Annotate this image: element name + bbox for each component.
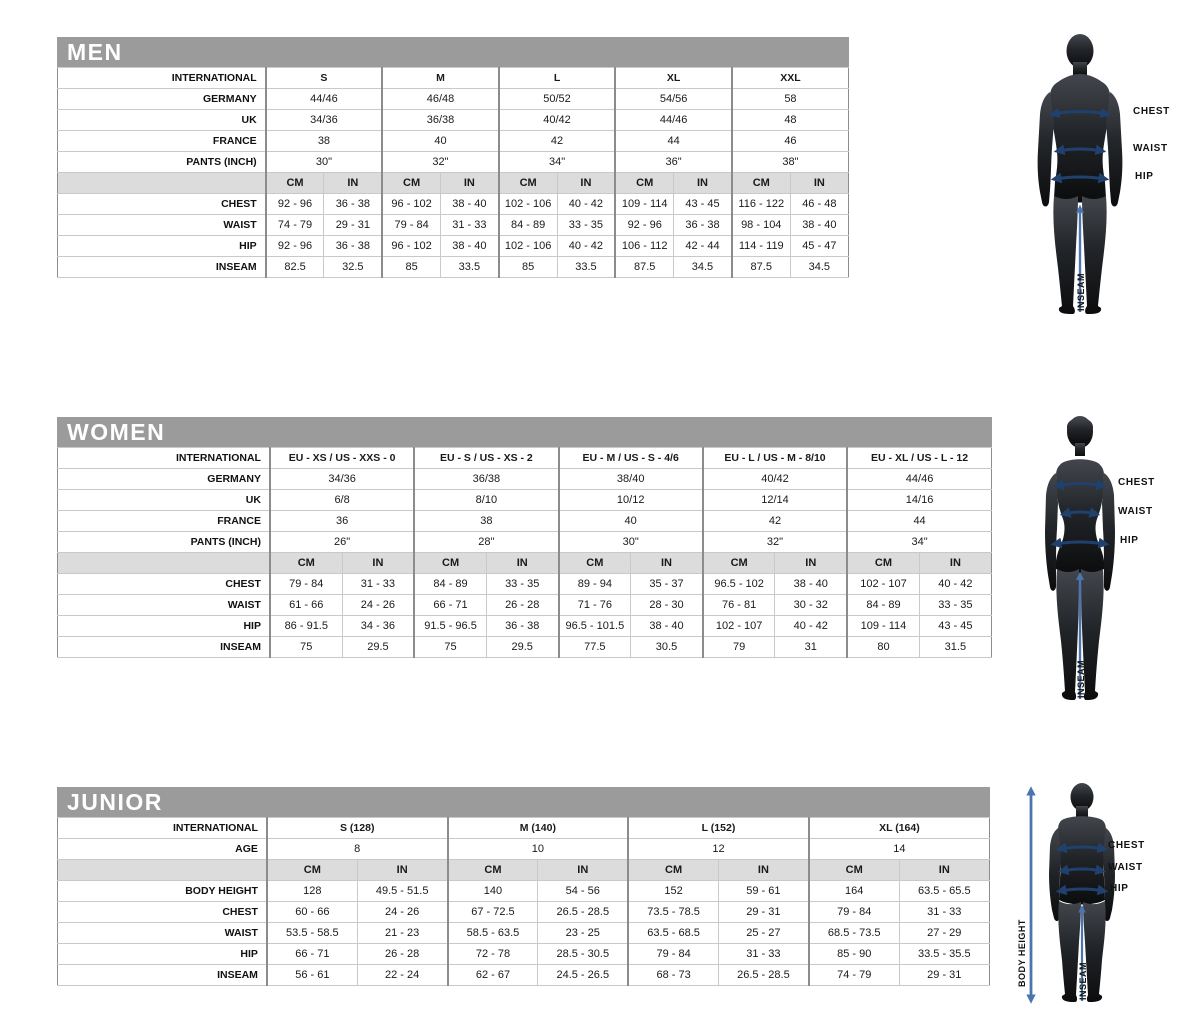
male-silhouette	[1030, 30, 1130, 320]
measure-value-cell: 30.5	[631, 637, 703, 658]
measure-value-cell: 60 - 66	[267, 902, 357, 923]
size-group-value: 38	[266, 131, 383, 152]
measure-value-cell: 31.5	[919, 637, 991, 658]
women-table-title: WOMEN	[57, 417, 992, 447]
measure-value-cell: 31 - 33	[342, 574, 414, 595]
measure-value-cell: 84 - 89	[414, 574, 486, 595]
info-row	[58, 490, 992, 511]
unit-header-cell: IN	[790, 173, 848, 194]
row-label: PANTS (INCH)	[58, 152, 266, 173]
size-group-value: 6/8	[270, 490, 414, 511]
unit-header-cell: CM	[382, 173, 440, 194]
size-group-value: EU - S / US - XS - 2	[414, 448, 558, 469]
measure-value-cell: 96.5 - 102	[703, 574, 775, 595]
measure-row	[58, 215, 849, 236]
unit-header-cell: CM	[703, 553, 775, 574]
measure-value-cell: 87.5	[615, 257, 673, 278]
size-group-value: 36	[270, 511, 414, 532]
size-group-value: 42	[703, 511, 847, 532]
measure-value-cell: 128	[267, 881, 357, 902]
info-row	[58, 511, 992, 532]
junior-chest-label: CHEST	[1108, 840, 1145, 851]
row-label: AGE	[58, 839, 267, 860]
inseam-rotated-label: INSEAM	[1076, 272, 1086, 311]
measure-value-cell: 46 - 48	[790, 194, 848, 215]
measure-value-cell: 66 - 71	[414, 595, 486, 616]
size-group-value: 38	[414, 511, 558, 532]
measure-value-cell: 29 - 31	[899, 965, 989, 986]
measure-row	[58, 923, 990, 944]
measure-value-cell: 36 - 38	[324, 236, 382, 257]
measure-value-cell: 30 - 32	[775, 595, 847, 616]
unit-row	[58, 173, 849, 194]
unit-header-cell: IN	[538, 860, 628, 881]
row-label: INSEAM	[58, 257, 266, 278]
junior-table-title: JUNIOR	[57, 787, 990, 817]
unit-header-cell: CM	[267, 860, 357, 881]
row-label: WAIST	[58, 215, 266, 236]
measure-value-cell: 28 - 30	[631, 595, 703, 616]
size-group-value: M	[382, 68, 499, 89]
unit-header-cell: CM	[414, 553, 486, 574]
measure-value-cell: 33.5	[440, 257, 498, 278]
measure-value-cell: 96 - 102	[382, 194, 440, 215]
measure-value-cell: 91.5 - 96.5	[414, 616, 486, 637]
measure-value-cell: 92 - 96	[266, 236, 324, 257]
measure-value-cell: 23 - 25	[538, 923, 628, 944]
measure-value-cell: 29 - 31	[324, 215, 382, 236]
measure-row	[58, 616, 992, 637]
measure-value-cell: 33.5 - 35.5	[899, 944, 989, 965]
measure-row	[58, 881, 990, 902]
measure-value-cell: 59 - 61	[718, 881, 808, 902]
measure-value-cell: 92 - 96	[615, 215, 673, 236]
row-label: HIP	[58, 236, 266, 257]
row-label: HIP	[58, 616, 270, 637]
measure-value-cell: 34 - 36	[342, 616, 414, 637]
size-group-value: 36/38	[414, 469, 558, 490]
junior-hip-label: HIP	[1110, 883, 1129, 894]
measure-row	[58, 637, 992, 658]
measure-value-cell: 63.5 - 68.5	[628, 923, 718, 944]
unit-header-cell: IN	[440, 173, 498, 194]
measure-value-cell: 21 - 23	[357, 923, 447, 944]
measure-value-cell: 31	[775, 637, 847, 658]
size-group-value: 58	[732, 89, 849, 110]
unit-header-cell: CM	[559, 553, 631, 574]
measure-value-cell: 34.5	[790, 257, 848, 278]
size-group-value: 34/36	[270, 469, 414, 490]
measure-value-cell: 56 - 61	[267, 965, 357, 986]
measure-value-cell: 29.5	[342, 637, 414, 658]
size-group-value: 30"	[266, 152, 383, 173]
measure-value-cell: 75	[414, 637, 486, 658]
junior-size-table	[57, 817, 990, 986]
size-group-value: 14	[809, 839, 990, 860]
measure-value-cell: 63.5 - 65.5	[899, 881, 989, 902]
measure-value-cell: 98 - 104	[732, 215, 790, 236]
size-group-value: 44	[847, 511, 991, 532]
measure-value-cell: 79 - 84	[270, 574, 342, 595]
row-label: GERMANY	[58, 469, 270, 490]
size-group-value: 44	[615, 131, 732, 152]
size-group-value: 12	[628, 839, 809, 860]
unit-header-cell: IN	[324, 173, 382, 194]
measure-value-cell: 24.5 - 26.5	[538, 965, 628, 986]
row-label: PANTS (INCH)	[58, 532, 270, 553]
measure-value-cell: 25 - 27	[718, 923, 808, 944]
row-label: WAIST	[58, 923, 267, 944]
info-row	[58, 131, 849, 152]
unit-header-cell: CM	[732, 173, 790, 194]
measure-value-cell: 102 - 106	[499, 236, 557, 257]
unit-header-cell: CM	[448, 860, 538, 881]
measure-value-cell: 76 - 81	[703, 595, 775, 616]
unit-header-cell: CM	[847, 553, 919, 574]
size-group-value: XL (164)	[809, 818, 990, 839]
size-group-value: 44/46	[266, 89, 383, 110]
size-group-value: 10/12	[559, 490, 703, 511]
measure-value-cell: 77.5	[559, 637, 631, 658]
info-row	[58, 110, 849, 131]
info-row	[58, 89, 849, 110]
female-silhouette	[1030, 413, 1130, 708]
measure-value-cell: 62 - 67	[448, 965, 538, 986]
measure-value-cell: 34.5	[674, 257, 732, 278]
women-hip-label: HIP	[1120, 535, 1139, 546]
size-group-value: 46/48	[382, 89, 499, 110]
measure-row	[58, 574, 992, 595]
men-waist-label: WAIST	[1133, 143, 1168, 154]
measure-value-cell: 85	[382, 257, 440, 278]
row-label: INTERNATIONAL	[58, 68, 266, 89]
info-row	[58, 152, 849, 173]
size-group-value: XXL	[732, 68, 849, 89]
row-label: INTERNATIONAL	[58, 818, 267, 839]
row-label: INSEAM	[58, 637, 270, 658]
measure-value-cell: 40 - 42	[919, 574, 991, 595]
measure-value-cell: 36 - 38	[486, 616, 558, 637]
women-waist-label: WAIST	[1118, 506, 1153, 517]
size-group-value: 32"	[703, 532, 847, 553]
unit-header-cell: IN	[631, 553, 703, 574]
measure-value-cell: 109 - 114	[847, 616, 919, 637]
measure-value-cell: 32.5	[324, 257, 382, 278]
measure-value-cell: 27 - 29	[899, 923, 989, 944]
measure-value-cell: 40 - 42	[775, 616, 847, 637]
measure-value-cell: 36 - 38	[674, 215, 732, 236]
measure-value-cell: 75	[270, 637, 342, 658]
measure-value-cell: 53.5 - 58.5	[267, 923, 357, 944]
size-group-value: 38"	[732, 152, 849, 173]
measure-value-cell: 87.5	[732, 257, 790, 278]
size-group-value: 50/52	[499, 89, 616, 110]
measure-value-cell: 152	[628, 881, 718, 902]
measure-row	[58, 236, 849, 257]
women-section	[57, 417, 992, 658]
measure-value-cell: 38 - 40	[440, 236, 498, 257]
measure-value-cell: 24 - 26	[342, 595, 414, 616]
men-measurement-figure	[1030, 30, 1182, 322]
measure-value-cell: 74 - 79	[266, 215, 324, 236]
measure-value-cell: 28.5 - 30.5	[538, 944, 628, 965]
row-label	[58, 553, 270, 574]
unit-header-cell: CM	[809, 860, 899, 881]
measure-value-cell: 84 - 89	[499, 215, 557, 236]
measure-value-cell: 45 - 47	[790, 236, 848, 257]
size-group-value: 38/40	[559, 469, 703, 490]
size-group-value: M (140)	[448, 818, 629, 839]
unit-header-cell: IN	[718, 860, 808, 881]
men-hip-label: HIP	[1135, 171, 1154, 182]
size-group-value: 10	[448, 839, 629, 860]
row-label	[58, 860, 267, 881]
men-chest-label: CHEST	[1133, 106, 1170, 117]
row-label: CHEST	[58, 574, 270, 595]
men-size-table	[57, 67, 849, 278]
unit-header-cell: CM	[628, 860, 718, 881]
measure-value-cell: 68 - 73	[628, 965, 718, 986]
unit-header-cell: CM	[270, 553, 342, 574]
measure-value-cell: 72 - 78	[448, 944, 538, 965]
unit-row	[58, 553, 992, 574]
row-label: GERMANY	[58, 89, 266, 110]
measure-value-cell: 40 - 42	[557, 236, 615, 257]
measure-value-cell: 116 - 122	[732, 194, 790, 215]
measure-value-cell: 102 - 106	[499, 194, 557, 215]
men-table-title: MEN	[57, 37, 849, 67]
size-group-value: 36"	[615, 152, 732, 173]
info-row	[58, 469, 992, 490]
junior-measurement-figure	[1014, 782, 1182, 1010]
size-group-value: 32"	[382, 152, 499, 173]
size-group-value: 54/56	[615, 89, 732, 110]
measure-value-cell: 31 - 33	[718, 944, 808, 965]
inseam-rotated-label: INSEAM	[1076, 659, 1086, 698]
unit-header-cell: IN	[674, 173, 732, 194]
junior-waist-label: WAIST	[1108, 862, 1143, 873]
size-group-value: 40/42	[499, 110, 616, 131]
unit-header-cell: IN	[919, 553, 991, 574]
size-group-value: S (128)	[267, 818, 448, 839]
measure-value-cell: 79 - 84	[809, 902, 899, 923]
measure-value-cell: 26 - 28	[357, 944, 447, 965]
measure-value-cell: 71 - 76	[559, 595, 631, 616]
row-label: WAIST	[58, 595, 270, 616]
size-group-value: EU - XS / US - XXS - 0	[270, 448, 414, 469]
measure-value-cell: 33 - 35	[557, 215, 615, 236]
measure-value-cell: 40 - 42	[557, 194, 615, 215]
unit-row	[58, 860, 990, 881]
measure-value-cell: 82.5	[266, 257, 324, 278]
measure-value-cell: 61 - 66	[270, 595, 342, 616]
size-group-value: 40/42	[703, 469, 847, 490]
row-label: BODY HEIGHT	[58, 881, 267, 902]
measure-value-cell: 86 - 91.5	[270, 616, 342, 637]
size-group-value: 34"	[499, 152, 616, 173]
measure-value-cell: 80	[847, 637, 919, 658]
row-label: CHEST	[58, 902, 267, 923]
size-group-value: 28"	[414, 532, 558, 553]
size-group-value: 44/46	[615, 110, 732, 131]
measure-value-cell: 33 - 35	[486, 574, 558, 595]
measure-value-cell: 102 - 107	[703, 616, 775, 637]
size-group-value: 46	[732, 131, 849, 152]
size-group-value: 14/16	[847, 490, 991, 511]
size-group-value: 34/36	[266, 110, 383, 131]
measure-value-cell: 73.5 - 78.5	[628, 902, 718, 923]
size-group-value: 36/38	[382, 110, 499, 131]
row-label: HIP	[58, 944, 267, 965]
size-group-value: L	[499, 68, 616, 89]
measure-row	[58, 194, 849, 215]
measure-value-cell: 92 - 96	[266, 194, 324, 215]
row-label: INSEAM	[58, 965, 267, 986]
size-group-value: EU - L / US - M - 8/10	[703, 448, 847, 469]
row-label: UK	[58, 110, 266, 131]
measure-value-cell: 38 - 40	[440, 194, 498, 215]
measure-value-cell: 43 - 45	[674, 194, 732, 215]
measure-value-cell: 49.5 - 51.5	[357, 881, 447, 902]
info-row	[58, 818, 990, 839]
size-group-value: 42	[499, 131, 616, 152]
unit-header-cell: CM	[615, 173, 673, 194]
row-label: INTERNATIONAL	[58, 448, 270, 469]
measure-value-cell: 140	[448, 881, 538, 902]
info-row	[58, 532, 992, 553]
measure-value-cell: 85 - 90	[809, 944, 899, 965]
measure-value-cell: 24 - 26	[357, 902, 447, 923]
size-group-value: XL	[615, 68, 732, 89]
row-label: UK	[58, 490, 270, 511]
info-row	[58, 448, 992, 469]
measure-value-cell: 38 - 40	[775, 574, 847, 595]
measure-row	[58, 944, 990, 965]
measure-value-cell: 58.5 - 63.5	[448, 923, 538, 944]
size-group-value: EU - XL / US - L - 12	[847, 448, 991, 469]
unit-header-cell: IN	[342, 553, 414, 574]
measure-value-cell: 22 - 24	[357, 965, 447, 986]
women-chest-label: CHEST	[1118, 477, 1155, 488]
measure-row	[58, 257, 849, 278]
unit-header-cell: CM	[266, 173, 324, 194]
measure-value-cell: 33.5	[557, 257, 615, 278]
size-group-value: 34"	[847, 532, 991, 553]
measure-value-cell: 164	[809, 881, 899, 902]
measure-value-cell: 84 - 89	[847, 595, 919, 616]
measure-value-cell: 42 - 44	[674, 236, 732, 257]
measure-value-cell: 114 - 119	[732, 236, 790, 257]
measure-value-cell: 38 - 40	[790, 215, 848, 236]
women-measurement-figure	[1030, 413, 1182, 709]
size-group-value: L (152)	[628, 818, 809, 839]
size-group-value: 8	[267, 839, 448, 860]
measure-value-cell: 79 - 84	[628, 944, 718, 965]
row-label: FRANCE	[58, 511, 270, 532]
row-label: CHEST	[58, 194, 266, 215]
men-section	[57, 37, 849, 278]
measure-value-cell: 96 - 102	[382, 236, 440, 257]
measure-value-cell: 79 - 84	[382, 215, 440, 236]
size-group-value: 30"	[559, 532, 703, 553]
measure-value-cell: 26.5 - 28.5	[718, 965, 808, 986]
measure-value-cell: 43 - 45	[919, 616, 991, 637]
size-group-value: 26"	[270, 532, 414, 553]
measure-value-cell: 54 - 56	[538, 881, 628, 902]
measure-value-cell: 109 - 114	[615, 194, 673, 215]
measure-row	[58, 965, 990, 986]
size-group-value: 12/14	[703, 490, 847, 511]
unit-header-cell: CM	[499, 173, 557, 194]
measure-value-cell: 29 - 31	[718, 902, 808, 923]
info-row	[58, 839, 990, 860]
measure-value-cell: 102 - 107	[847, 574, 919, 595]
measure-value-cell: 31 - 33	[440, 215, 498, 236]
info-row	[58, 68, 849, 89]
junior-section	[57, 787, 990, 986]
measure-value-cell: 106 - 112	[615, 236, 673, 257]
size-group-value: 8/10	[414, 490, 558, 511]
size-group-value: 40	[382, 131, 499, 152]
measure-value-cell: 31 - 33	[899, 902, 989, 923]
measure-value-cell: 67 - 72.5	[448, 902, 538, 923]
body-height-rotated-label: BODY HEIGHT	[1017, 919, 1027, 987]
unit-header-cell: IN	[557, 173, 615, 194]
measure-value-cell: 85	[499, 257, 557, 278]
measure-value-cell: 66 - 71	[267, 944, 357, 965]
row-label	[58, 173, 266, 194]
measure-value-cell: 96.5 - 101.5	[559, 616, 631, 637]
unit-header-cell: IN	[775, 553, 847, 574]
measure-value-cell: 35 - 37	[631, 574, 703, 595]
women-size-table	[57, 447, 992, 658]
size-group-value: 44/46	[847, 469, 991, 490]
measure-value-cell: 38 - 40	[631, 616, 703, 637]
measure-row	[58, 595, 992, 616]
measure-value-cell: 68.5 - 73.5	[809, 923, 899, 944]
measure-value-cell: 74 - 79	[809, 965, 899, 986]
measure-value-cell: 26 - 28	[486, 595, 558, 616]
measure-value-cell: 29.5	[486, 637, 558, 658]
unit-header-cell: IN	[486, 553, 558, 574]
size-group-value: S	[266, 68, 383, 89]
size-group-value: EU - M / US - S - 4/6	[559, 448, 703, 469]
size-group-value: 40	[559, 511, 703, 532]
measure-value-cell: 36 - 38	[324, 194, 382, 215]
junior-silhouette	[1014, 782, 1134, 1007]
unit-header-cell: IN	[357, 860, 447, 881]
inseam-rotated-label: INSEAM	[1078, 961, 1088, 1000]
measure-value-cell: 33 - 35	[919, 595, 991, 616]
measure-value-cell: 79	[703, 637, 775, 658]
measure-value-cell: 89 - 94	[559, 574, 631, 595]
measure-row	[58, 902, 990, 923]
size-group-value: 48	[732, 110, 849, 131]
measure-value-cell: 26.5 - 28.5	[538, 902, 628, 923]
unit-header-cell: IN	[899, 860, 989, 881]
row-label: FRANCE	[58, 131, 266, 152]
